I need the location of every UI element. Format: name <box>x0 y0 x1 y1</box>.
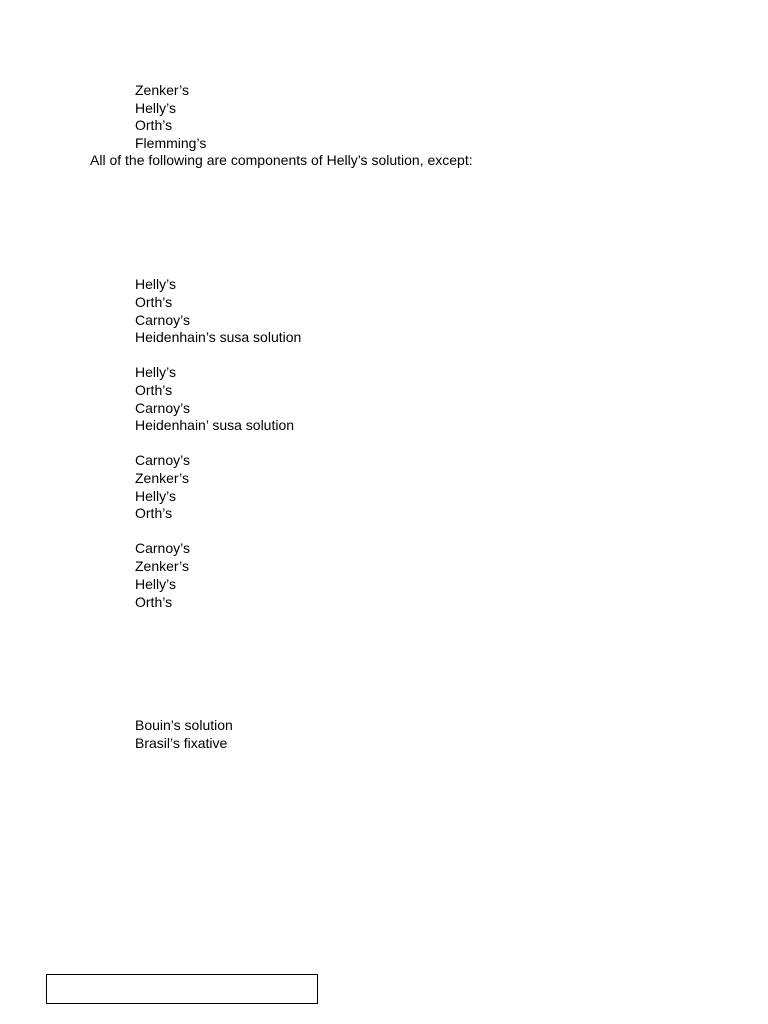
option-item: Bouin’s solution <box>135 717 233 733</box>
option-item: Orth’s <box>135 117 173 133</box>
option-item: Orth’s <box>135 294 173 310</box>
option-item: Orth’s <box>135 382 173 398</box>
option-item: Brasil’s fixative <box>135 735 228 751</box>
option-item: Zenker’s <box>135 470 189 486</box>
option-item: Carnoy’s <box>135 400 190 416</box>
option-item: Heidenhain’ susa solution <box>135 417 295 433</box>
option-item: Helly’s <box>135 364 176 380</box>
option-item: Helly’s <box>135 488 176 504</box>
option-item: Zenker’s <box>135 558 189 574</box>
option-item: Orth’s <box>135 594 173 610</box>
option-item: Helly’s <box>135 276 176 292</box>
option-item: Flemming’s <box>135 135 207 151</box>
option-item: Carnoy’s <box>135 452 190 468</box>
option-item: Carnoy’s <box>135 540 190 556</box>
option-item: Zenker’s <box>135 82 189 98</box>
question-text: All of the following are components of Helly’s solution, except: <box>90 152 473 168</box>
option-item: Orth’s <box>135 505 173 521</box>
option-item: Helly’s <box>135 100 176 116</box>
option-item: Carnoy’s <box>135 312 190 328</box>
option-item: Heidenhain’s susa solution <box>135 329 302 345</box>
footer-box <box>46 974 318 1004</box>
option-item: Helly’s <box>135 576 176 592</box>
